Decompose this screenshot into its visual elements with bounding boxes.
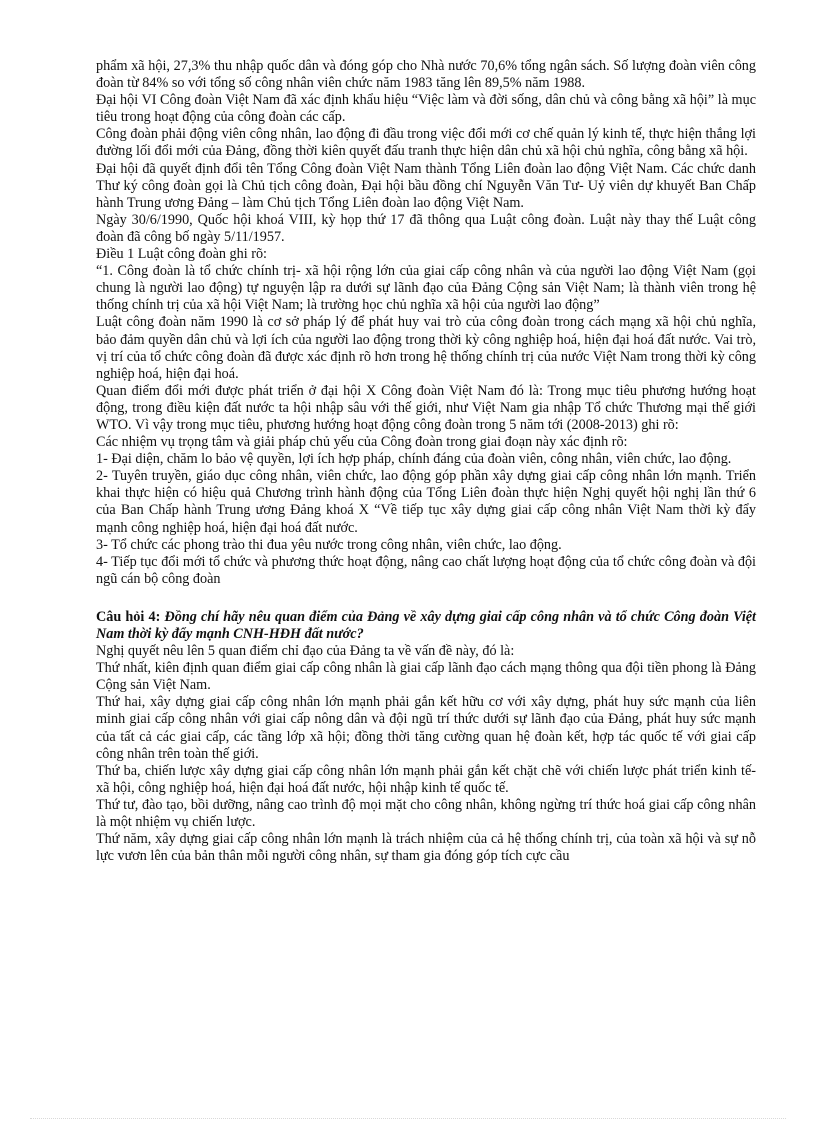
list-item: 3- Tổ chức các phong trào thi đua yêu nước trong công nhân, viên chức, lao động. [96,536,562,553]
paragraph: Đại hội đã quyết định đổi tên Tổng Công đoàn Việt Nam thành Tổng Liên đoàn lao động Việt Nam. Các chức danh Thư ký công đoàn gọi là Chủ tịch công đoàn, Đại hội bầu đồng chí Nguyễn Văn Tư- Uỷ viên dự khuyết Ban Chấp hành Trung ương Đảng – làm Chủ tịch Tổng Liên đoàn lao động Việt Nam. [96,160,756,211]
paragraph: Nghị quyết nêu lên 5 quan điểm chỉ đạo của Đảng ta về vấn đề này, đó là: [96,643,515,660]
document-page [96,58,756,865]
paragraph: Công đoàn phải động viên công nhân, lao động đi đầu trong việc đổi mới cơ chế quản lý kinh tế, thực hiện thắng lợi đường lối đổi mới của Đảng, đồng thời kiên quyết đấu tranh thực hiện dân chủ xã hội chủ nghĩa, công bằng xã hội. [96,126,756,160]
body-text-after [96,643,756,865]
list-item: 4- Tiếp tục đổi mới tổ chức và phương thức hoạt động, nâng cao chất lượng hoạt động của tổ chức công đoàn và đội ngũ cán bộ công đoàn [96,553,756,587]
paragraph: Thứ ba, chiến lược xây dựng giai cấp công nhân lớn mạnh phải gắn kết chặt chẽ với chiến lược phát triển kinh tế- xã hội, công nghiệp hoá, hiện đại hoá đất nước, hội nhập kinh tế quốc tế. [96,762,756,796]
paragraph: Quan điểm đổi mới được phát triển ở đại hội X Công đoàn Việt Nam đó là: Trong mục tiêu phương hướng hoạt động, trong điều kiện đất nước ta hội nhập sâu với thế giới, như Việt Nam gia nhập Tổ chức Thương mại thế giới WTO. Vì vậy trong mục tiêu, phương hướng hoạt động công đoàn trong 5 năm tới (2008-2013) ghi rõ: [96,382,756,433]
paragraph: Các nhiệm vụ trọng tâm và giải pháp chủ yếu của Công đoàn trong giai đoạn này xác định rõ: [96,434,628,451]
paragraph: Thứ nhất, kiên định quan điểm giai cấp công nhân là giai cấp lãnh đạo cách mạng thông qua đội tiền phong là Đảng Cộng sản Việt Nam. [96,660,756,694]
paragraph: Đại hội VI Công đoàn Việt Nam đã xác định khẩu hiệu “Việc làm và đời sống, dân chủ và công bằng xã hội” là mục tiêu trong hoạt động của công đoàn các cấp. [96,92,756,126]
body-text-before [96,58,756,588]
page-bottom-rule [30,1118,786,1119]
question-heading [96,609,756,643]
question-text: Đồng chí hãy nêu quan điểm của Đảng về xây dựng giai cấp công nhân và tổ chức Công đoàn Việt Nam thời kỳ đẩy mạnh CNH-HĐH đất nước? [96,608,756,642]
question-label: Câu hỏi 4: [96,608,161,625]
paragraph: Ngày 30/6/1990, Quốc hội khoá VIII, kỳ họp thứ 17 đã thông qua Luật công đoàn. Luật này thay thế Luật công đoàn đã công bố ngày 5/11/1957. [96,211,756,245]
list-item: 1- Đại diện, chăm lo bảo vệ quyền, lợi ích hợp pháp, chính đáng của đoàn viên, công nhân, viên chức, lao động. [96,451,732,468]
paragraph-gap [96,588,756,609]
paragraph: Thứ hai, xây dựng giai cấp công nhân lớn mạnh phải gắn kết hữu cơ với xây dựng, phát huy sức mạnh của liên minh giai cấp công nhân với giai cấp nông dân và đội ngũ trí thức dưới sự lãnh đạo của Đảng, phát huy sức mạnh của tất cả các giai cấp, các tầng lớp xã hội; đồng thời tăng cường quan hệ đoàn kết, hợp tác quốc tế với giai cấp công nhân trên toàn thế giới. [96,694,756,762]
paragraph: phẩm xã hội, 27,3% thu nhập quốc dân và đóng góp cho Nhà nước 70,6% tổng ngân sách. Số lượng đoàn viên công đoàn từ 84% so với tổng số công nhân viên chức năm 1983 tăng lên 89,5% năm 1988. [96,58,756,92]
paragraph: Thứ tư, đào tạo, bồi dưỡng, nâng cao trình độ mọi mặt cho công nhân, không ngừng trí thức hoá giai cấp công nhân là một nhiệm vụ chiến lược. [96,796,756,831]
list-item: 2- Tuyên truyền, giáo dục công nhân, viên chức, lao động góp phần xây dựng giai cấp công nhân lớn mạnh. Triển khai thực hiện có hiệu quả Chương trình hành động của Tổng Liên đoàn thực hiện Nghị quyết hội nghị lần thứ 6 của Ban Chấp hành Trung ương Đảng khoá X “Về tiếp tục xây dựng giai cấp công nhân Việt Nam thời kỳ đẩy mạnh công nghiệp hoá, hiện đại hoá đất nước. [96,468,756,536]
quote-paragraph: “1. Công đoàn là tổ chức chính trị- xã hội rộng lớn của giai cấp công nhân và của người lao động Việt Nam (gọi chung là người lao động) tự nguyện lập ra dưới sự lãnh đạo của Đảng Cộng sản Việt Nam; là thành viên trong hệ thống chính trị của xã hội Việt Nam; là trường học chủ nghĩa xã hội của người lao động” [96,263,756,314]
paragraph: Điều 1 Luật công đoàn ghi rõ: [96,246,267,263]
paragraph: Luật công đoàn năm 1990 là cơ sở pháp lý để phát huy vai trò của công đoàn trong cách mạng xã hội chủ nghĩa, bảo đảm quyền dân chủ và lợi ích của người lao động trong thời kỳ công nghiệp hoá, hiện đại hoá đất nước. Vai trò, vị trí của tổ chức công đoàn đã được xác định rõ hơn trong hệ thống chính trị của nước Việt Nam trong thời kỳ công nghiệp hoá, hiện đại hoá. [96,314,756,382]
paragraph: Thứ năm, xây dựng giai cấp công nhân lớn mạnh là trách nhiệm của cả hệ thống chính trị, của toàn xã hội và sự nỗ lực vươn lên của bản thân mỗi người công nhân, sự tham gia đóng góp tích cực cầu [96,831,756,865]
